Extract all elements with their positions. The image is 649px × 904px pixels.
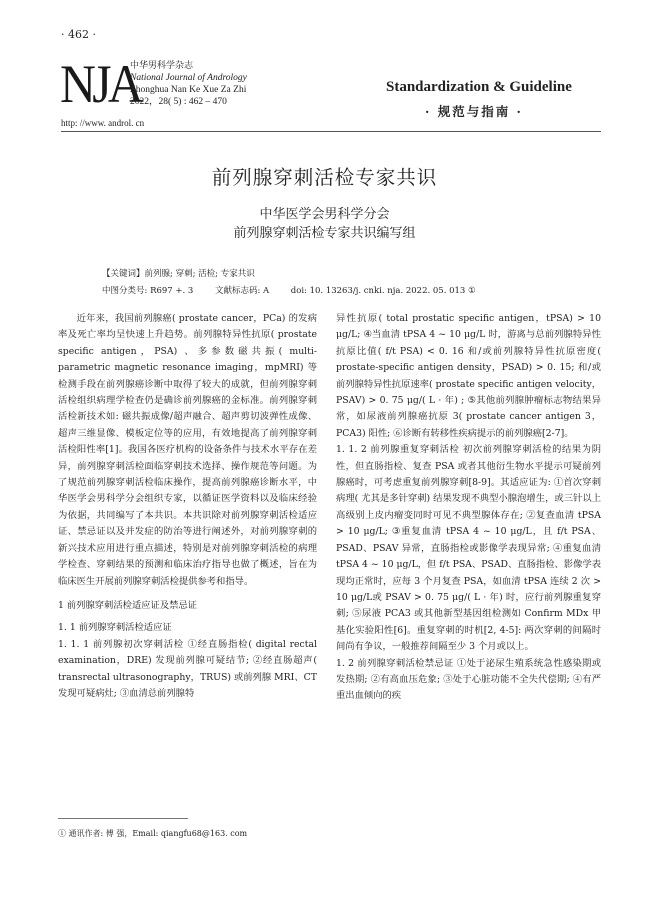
journal-logo: NJA bbox=[60, 54, 141, 114]
subsection-heading-1-1: 1. 1 前列腺穿刺活检适应证 bbox=[58, 622, 172, 634]
journal-pinyin: Zhonghua Nan Ke Xue Za Zhi bbox=[130, 85, 247, 95]
classification-meta: 中图分类号: R697 +. 3 文献标志码: A doi: 10. 13263/j. cnki. nja. 2022. 05. 013 ① bbox=[102, 286, 476, 296]
section-label-en: Standardization & Guideline bbox=[386, 79, 572, 95]
article-title: 前列腺穿刺活检专家共识 bbox=[211, 166, 438, 189]
journal-volume: 2022，28( 5) : 462 – 470 bbox=[130, 97, 227, 107]
section-label-cn: · 规范与指南 · bbox=[425, 104, 523, 119]
paragraph-1-1-1: 1. 1. 1 前列腺初次穿刺活检 ①经直肠指检( digital rectal examination，DRE) 发现前列腺可疑结节; ②经直肠超声( transrectal ultrasonography，TRUS) 或前列腺 MRI、CT 发现可疑病灶; ③血清总前列腺特 bbox=[58, 638, 317, 699]
intro-paragraph: 近年来，我国前列腺癌( prostate cancer，PCa) 的发病率及死亡率均呈快速上升趋势。前列腺特异性抗原( prostate specific antigen，PSA) 、多参数磁共振( multi-parametric magnetic resonance imaging，mpMRI) 等检测手段在前列腺癌诊断中取得了较大的成就，但前列腺穿刺活检组织病理学检查仍是确诊前列腺癌的金标准。前列腺穿刺活检新技术如: 磁共振成像/超声融合、超声剪切波弹性成像、超声三维显像、模板定位等的应用，有效地提高了前列腺穿刺活检阳性率[1]。我国各医疗机构的设备条件与技术水平存在差异，前列腺穿刺活检面临穿刺技术选择、操作规范等问题。为了规范前列腺穿刺活检临床操作，提高前列腺癌诊断水平，中华医学会男科学分会组织专家，以循证医学资料以及临床经验为依据，共同编写了本共识。本共识除对前列腺穿刺活检适应证、禁忌证以及并发症的防治等进行阐述外，对前列腺穿刺的新兴技术应用进行重点描述，特别是对前列腺穿刺活检的病理学检查、穿刺结果的预测和临床治疗指导也做了概述，旨在为临床医生开展前列腺穿刺活检提供参考和指导。 bbox=[58, 313, 317, 587]
keywords: 【关键词】前列腺; 穿刺; 活检; 专家共识 bbox=[102, 269, 255, 279]
right-column bbox=[336, 311, 601, 705]
header-divider bbox=[61, 131, 601, 132]
author-line-2: 前列腺穿刺活检专家共识编写组 bbox=[233, 226, 416, 241]
author-line-1: 中华医学会男科学分会 bbox=[259, 207, 390, 222]
paragraph-1-1-2: 1. 1. 2 前列腺重复穿刺活检 初次前列腺穿刺活检的结果为阴性，但直肠指检、复查 PSA 或者其他衍生物水平提示可疑前列腺癌时，可考虑重复前列腺穿刺[8-9]。其适应证为: ①首次穿刺病理( 尤其是多针穿刺) 结果发现不典型小腺泡增生，或三针以上高级别上皮内瘤变同时可见不典型腺体存在; ②复查血清 tPSA > 10 μg/L; ③重复血清 tPSA 4 ~ 10 μg/L，且 f/t PSA、PSAD、PSAV 异常，直肠指检或影像学表现异常; ④重复血清 tPSA 4 ~ 10 μg/L，但 f/t PSA、PSAD、直肠指检、影像学表现均正常时，应每 3 个月复查 PSA，如血清 tPSA 连续 2 次 > 10 μg/L或 PSAV > 0. 75 μg/( L · 年) 时，应行前列腺重复穿刺; ⑤尿液 PCA3 或其他新型基因组检测如 Confirm MDx 甲基化实验阳性[6]。重复穿刺的时机[2, 4-5]: 两次穿刺的间隔时间尚有争议，一般推荐间隔至少 3 个月或以上。 bbox=[336, 444, 601, 653]
footnote-divider bbox=[58, 818, 188, 819]
section-heading-1: 1 前列腺穿刺活检适应证及禁忌证 bbox=[58, 599, 198, 611]
footnote: ① 通讯作者: 傅 强，Email: qiangfu68@163. com bbox=[58, 829, 248, 838]
paragraph-indications-cont: 异性抗原( total prostatic specific antigen，tPSA) > 10 μg/L; ④当血清 tPSA 4 ~ 10 μg/L 时，游离与总前列腺特异性抗原比值( f/t PSA) < 0. 16 和/或前列腺特异性抗原密度( prostate-specific antigen density，PSAD) > 0. 15; 和/或前列腺特异性抗原速率( prostate specific antigen velocity，PSAV) > 0. 75 μg/( L · 年) ; ⑤其他前列腺肿瘤标志物结果异常，如尿液前列腺癌抗原 3( prostate cancer antigen 3，PCA3) 阳性; ⑥诊断有转移性疾病提示的前列腺癌[2-7]。 bbox=[336, 313, 601, 439]
page-number: · 462 · bbox=[61, 28, 96, 41]
left-column bbox=[58, 311, 317, 702]
journal-name-en: National Journal of Andrology bbox=[130, 73, 247, 83]
journal-name-cn: 中华男科学杂志 bbox=[130, 61, 194, 71]
journal-url: http: //www. androl. cn bbox=[61, 118, 145, 128]
journal-info bbox=[130, 60, 247, 108]
paragraph-1-2: 1. 2 前列腺穿刺活检禁忌证 ①处于泌尿生殖系统急性感染期或发热期; ②有高血压危象; ③处于心脏功能不全失代偿期; ④有严重出血倾向的疾 bbox=[336, 657, 601, 702]
